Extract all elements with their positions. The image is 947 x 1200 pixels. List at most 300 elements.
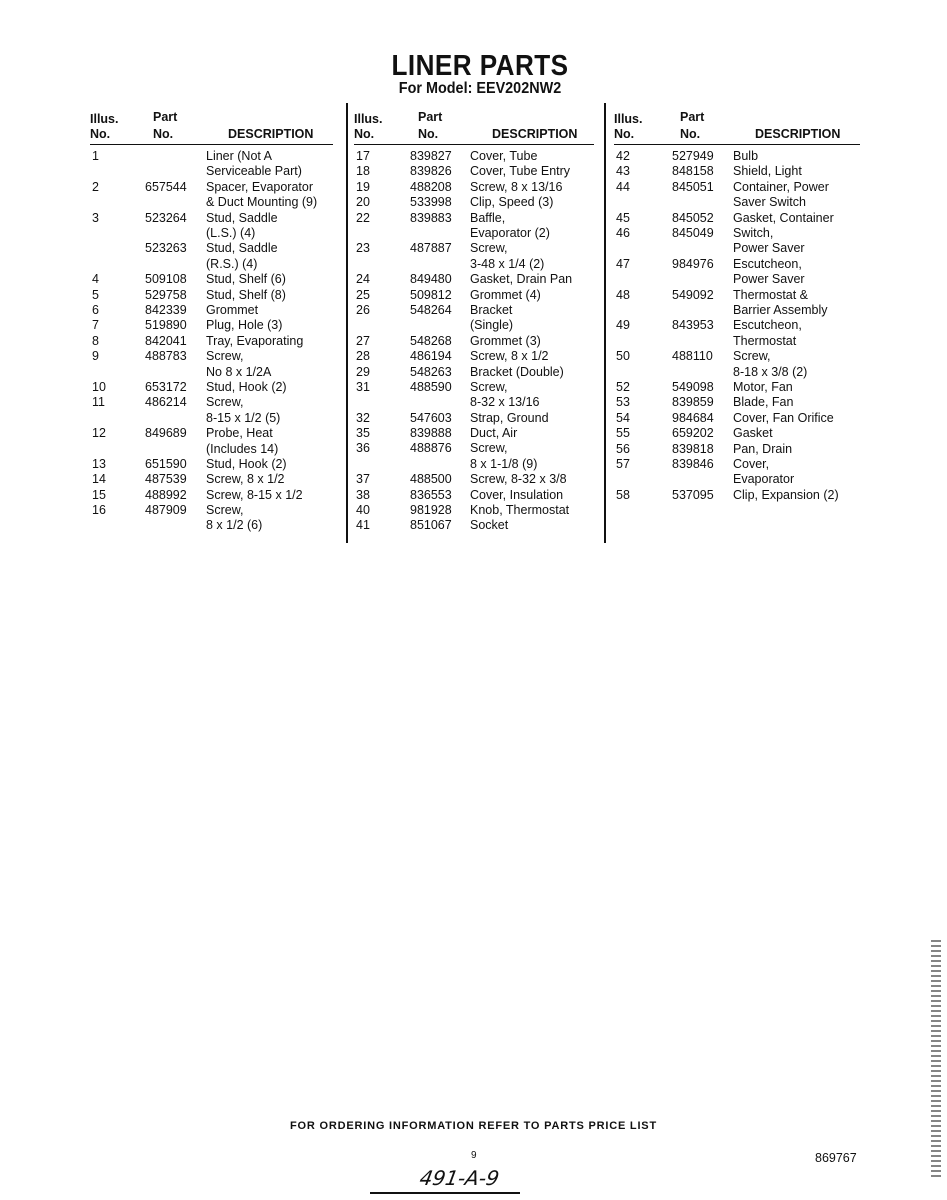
description-line: 8-15 x 1/2 (5) — [206, 410, 281, 425]
illus-number: 10 — [92, 379, 106, 394]
description-line: Screw, — [206, 395, 244, 410]
part-number: 488590 — [410, 379, 452, 394]
table-row — [354, 365, 594, 380]
description — [733, 426, 773, 441]
description-line: Spacer, Evaporator — [206, 179, 314, 194]
description-line: Cover, — [733, 456, 770, 471]
description-line: Container, Power — [733, 179, 829, 194]
table-row — [354, 441, 594, 472]
part-number: 488110 — [672, 349, 713, 364]
table-row — [90, 211, 333, 242]
description-line: Screw, 8-15 x 1/2 — [206, 487, 303, 502]
part-number: 529758 — [145, 287, 187, 302]
part-number: 549092 — [672, 287, 714, 302]
part-number: 488876 — [410, 441, 452, 456]
description — [206, 488, 303, 503]
illus-number: 41 — [356, 518, 370, 533]
description-line: Liner (Not A — [206, 149, 273, 163]
parts-column-1 — [90, 108, 333, 534]
description-line: Screw, 8 x 1/2 — [206, 472, 285, 487]
description-line: (L.S.) (4) — [206, 225, 256, 240]
description-line: Switch, — [733, 225, 774, 240]
handwritten-underline — [370, 1192, 520, 1194]
illus-number: 2 — [92, 179, 99, 194]
part-number: 839883 — [410, 210, 452, 225]
illus-number: 6 — [92, 302, 99, 317]
description — [470, 211, 550, 242]
part-number: 984684 — [672, 410, 714, 425]
description-header: DESCRIPTION — [492, 127, 578, 141]
table-row — [614, 149, 860, 164]
illus-number: 11 — [92, 395, 105, 410]
table-row — [90, 334, 333, 349]
table-row — [90, 395, 333, 426]
table-row — [354, 411, 594, 426]
description-line: Screw, — [470, 241, 508, 256]
illus-number: 40 — [356, 503, 370, 518]
part-number: 839826 — [410, 164, 452, 179]
description — [733, 318, 802, 349]
table-row — [90, 241, 333, 272]
description-line: Duct, Air — [470, 426, 518, 441]
description-line: Grommet (4) — [470, 287, 541, 302]
description — [206, 395, 280, 426]
table-row — [354, 241, 594, 272]
description — [733, 288, 827, 319]
description-line: Screw, — [733, 349, 771, 364]
table-row — [90, 288, 333, 303]
description-line: Tray, Evaporating — [206, 333, 304, 348]
description-line: & Duct Mounting (9) — [206, 195, 318, 210]
parts-column-2 — [354, 108, 594, 534]
part-number: 839888 — [410, 426, 452, 441]
description-header: DESCRIPTION — [228, 127, 314, 141]
part-number: 839846 — [672, 456, 714, 471]
parts-list — [354, 149, 594, 534]
illus-number: 58 — [616, 487, 630, 502]
table-row — [90, 180, 333, 211]
description-line: Power Saver — [733, 272, 805, 287]
table-row — [614, 426, 860, 441]
parts-list — [614, 149, 860, 503]
description — [733, 180, 829, 211]
part-number: 836553 — [410, 487, 452, 502]
illus-number: 20 — [356, 195, 370, 210]
part-number: 487539 — [145, 472, 187, 487]
illus-number: 43 — [616, 164, 630, 179]
part-number: 547603 — [410, 410, 452, 425]
illus-header-line1: Illus. — [90, 112, 119, 126]
illus-number: 17 — [356, 149, 370, 163]
description-line: (R.S.) (4) — [206, 256, 258, 271]
table-row — [90, 272, 333, 287]
illus-number: 24 — [356, 272, 370, 287]
description-line: Plug, Hole (3) — [206, 318, 283, 333]
description — [206, 241, 278, 272]
description-line: No 8 x 1/2A — [206, 364, 272, 379]
description-line: Evaporator (2) — [470, 225, 550, 240]
illus-number: 29 — [356, 364, 370, 379]
description-line: (Single) — [470, 318, 514, 333]
description-line: 3-48 x 1/4 (2) — [470, 256, 545, 271]
description-line: Serviceable Part) — [206, 164, 302, 179]
description-line: Strap, Ground — [470, 410, 549, 425]
part-number: 845049 — [672, 225, 714, 240]
handwritten-note: 491-A-9 — [417, 1166, 502, 1190]
document-number: 869767 — [815, 1151, 857, 1165]
table-row — [614, 318, 860, 349]
illus-number: 42 — [616, 149, 630, 163]
page-title: LINER PARTS — [391, 50, 569, 82]
part-number: 839859 — [672, 395, 714, 410]
table-row — [614, 380, 860, 395]
illus-number: 13 — [92, 456, 106, 471]
part-number: 519890 — [145, 318, 187, 333]
description-line: Screw, — [470, 379, 508, 394]
description-line: Power Saver — [733, 241, 805, 256]
illus-number: 35 — [356, 426, 370, 441]
table-row — [354, 426, 594, 441]
description-line: 8-18 x 3/8 (2) — [733, 364, 808, 379]
column-divider — [346, 103, 348, 543]
description-line: Cover, Tube — [470, 149, 538, 163]
description — [470, 349, 549, 364]
description — [470, 149, 537, 164]
table-row — [90, 303, 333, 318]
description — [470, 272, 572, 287]
table-row — [354, 195, 594, 210]
description-line: Escutcheon, — [733, 256, 802, 271]
illus-number: 48 — [616, 287, 630, 302]
table-row — [614, 349, 860, 380]
illus-number: 45 — [616, 210, 630, 225]
illus-number: 25 — [356, 287, 370, 302]
description — [470, 195, 553, 210]
illus-number: 52 — [616, 379, 630, 394]
description — [470, 303, 513, 334]
illus-number: 49 — [616, 318, 630, 333]
part-number: 981928 — [410, 503, 452, 518]
part-number: 486214 — [145, 395, 187, 410]
table-row — [614, 257, 860, 288]
description-line: Bulb — [733, 149, 759, 163]
description-line: Screw, — [206, 349, 244, 364]
illus-number: 55 — [616, 426, 630, 441]
part-number: 851067 — [410, 518, 452, 533]
part-number: 537095 — [672, 487, 714, 502]
illus-number: 50 — [616, 349, 630, 364]
description-line: Stud, Shelf (6) — [206, 272, 286, 287]
description-line: Gasket, Drain Pan — [470, 272, 573, 287]
illus-header-line2: No. — [354, 127, 375, 141]
part-header-line2: No. — [418, 127, 439, 141]
table-row — [614, 226, 860, 257]
description — [733, 411, 834, 426]
parts-list — [90, 149, 333, 534]
table-row — [354, 349, 594, 364]
description — [470, 380, 540, 411]
part-number: 487909 — [145, 503, 187, 518]
description — [470, 411, 549, 426]
illus-number: 3 — [92, 210, 99, 225]
table-row — [354, 149, 594, 164]
description-line: Cover, Insulation — [470, 487, 564, 502]
description-line: Screw, 8 x 13/16 — [470, 179, 563, 194]
part-number: 523264 — [145, 210, 187, 225]
description — [206, 180, 317, 211]
illus-number: 56 — [616, 441, 630, 456]
table-row — [90, 457, 333, 472]
description-line: Screw, — [470, 441, 508, 456]
illus-header-line2: No. — [90, 127, 111, 141]
column-header — [614, 108, 860, 145]
description-line: Baffle, — [470, 210, 506, 225]
part-number: 651590 — [145, 456, 187, 471]
table-row — [354, 380, 594, 411]
description-line: Screw, 8 x 1/2 — [470, 349, 549, 364]
description-line: Pan, Drain — [733, 441, 793, 456]
illus-number: 27 — [356, 333, 370, 348]
description — [206, 211, 278, 242]
table-row — [354, 518, 594, 533]
description — [206, 472, 285, 487]
description-line: Grommet (3) — [470, 333, 541, 348]
table-row — [90, 318, 333, 333]
part-number: 839818 — [672, 441, 714, 456]
description-line: 8-32 x 13/16 — [470, 395, 540, 410]
description — [470, 441, 537, 472]
description — [733, 457, 794, 488]
illus-number: 23 — [356, 241, 370, 256]
part-number: 487887 — [410, 241, 452, 256]
description-line: Stud, Saddle — [206, 241, 278, 256]
description — [470, 180, 562, 195]
description-line: Blade, Fan — [733, 395, 794, 410]
illus-number: 5 — [92, 287, 99, 302]
table-row — [614, 164, 860, 179]
illus-number: 19 — [356, 179, 370, 194]
table-row — [90, 149, 333, 180]
part-header-line1: Part — [680, 110, 705, 124]
description-line: (Includes 14) — [206, 441, 279, 456]
description-line: Cover, Tube Entry — [470, 164, 571, 179]
part-header-line1: Part — [418, 110, 443, 124]
description — [733, 211, 834, 226]
illus-number: 22 — [356, 210, 370, 225]
description-line: Evaporator — [733, 472, 795, 487]
description-line: Screw, — [206, 503, 244, 518]
description — [470, 426, 517, 441]
part-number: 488992 — [145, 487, 187, 502]
description-line: Clip, Expansion (2) — [733, 487, 839, 502]
description — [733, 380, 793, 395]
description — [206, 303, 258, 318]
description — [470, 518, 508, 533]
illus-number: 9 — [92, 349, 99, 364]
description-line: Knob, Thermostat — [470, 503, 570, 518]
table-row — [354, 164, 594, 179]
table-row — [90, 472, 333, 487]
part-number: 843953 — [672, 318, 714, 333]
column-header — [90, 108, 333, 145]
description-line: Gasket, Container — [733, 210, 834, 225]
description-line: 8 x 1/2 (6) — [206, 518, 263, 533]
description — [733, 164, 802, 179]
description — [733, 149, 758, 164]
description-line: Stud, Saddle — [206, 210, 278, 225]
part-number: 523263 — [145, 241, 187, 256]
description-line: Shield, Light — [733, 164, 802, 179]
table-row — [614, 457, 860, 488]
part-number: 839827 — [410, 149, 452, 163]
description-line: Cover, Fan Orifice — [733, 410, 834, 425]
model-subtitle: For Model: EEV202NW2 — [398, 80, 562, 97]
description — [733, 488, 839, 503]
illus-number: 37 — [356, 472, 370, 487]
part-number: 548263 — [410, 364, 452, 379]
table-row — [614, 288, 860, 319]
part-number: 842041 — [145, 333, 187, 348]
description-line: Saver Switch — [733, 195, 806, 210]
part-number: 845052 — [672, 210, 714, 225]
part-number: 848158 — [672, 164, 714, 179]
description-line: Escutcheon, — [733, 318, 802, 333]
illus-number: 54 — [616, 410, 630, 425]
table-row — [354, 272, 594, 287]
description-line: Clip, Speed (3) — [470, 195, 554, 210]
description — [733, 442, 792, 457]
part-header-line1: Part — [153, 110, 178, 124]
description — [206, 426, 278, 457]
part-number: 984976 — [672, 256, 714, 271]
table-row — [614, 211, 860, 226]
description-line: Stud, Shelf (8) — [206, 287, 286, 302]
description — [206, 334, 303, 349]
illus-header-line1: Illus. — [354, 112, 383, 126]
illus-number: 32 — [356, 410, 370, 425]
description — [206, 288, 286, 303]
part-number: 488783 — [145, 349, 187, 364]
part-number: 486194 — [410, 349, 452, 364]
table-row — [614, 180, 860, 211]
illus-header-line1: Illus. — [614, 112, 643, 126]
description — [206, 272, 286, 287]
description — [470, 164, 570, 179]
description-line: 8 x 1-1/8 (9) — [470, 456, 538, 471]
description — [206, 503, 262, 534]
illus-number: 18 — [356, 164, 370, 179]
illus-number: 44 — [616, 179, 630, 194]
part-number: 845051 — [672, 179, 714, 194]
description — [470, 241, 544, 272]
description — [470, 365, 564, 380]
illus-number: 7 — [92, 318, 99, 333]
description-line: Socket — [470, 518, 509, 533]
part-header-line2: No. — [680, 127, 701, 141]
part-number: 527949 — [672, 149, 714, 163]
description-header: DESCRIPTION — [755, 127, 841, 141]
table-row — [354, 288, 594, 303]
part-number: 548264 — [410, 302, 452, 317]
description — [206, 349, 271, 380]
table-row — [354, 211, 594, 242]
scan-edge-artifact — [931, 940, 941, 1180]
page-number: 9 — [471, 1150, 477, 1161]
illus-header-line2: No. — [614, 127, 635, 141]
part-number: 509812 — [410, 287, 452, 302]
table-row — [354, 472, 594, 487]
description-line: Gasket — [733, 426, 773, 441]
table-row — [354, 180, 594, 195]
part-number: 849689 — [145, 426, 187, 441]
description-line: Stud, Hook (2) — [206, 456, 287, 471]
illus-number: 4 — [92, 272, 99, 287]
illus-number: 46 — [616, 225, 630, 240]
illus-number: 38 — [356, 487, 370, 502]
illus-number: 15 — [92, 487, 106, 502]
description — [733, 226, 805, 257]
description-line: Probe, Heat — [206, 426, 273, 441]
part-number: 548268 — [410, 333, 452, 348]
table-row — [354, 334, 594, 349]
part-number: 653172 — [145, 379, 187, 394]
table-row — [90, 426, 333, 457]
description — [470, 503, 569, 518]
description-line: Thermostat & — [733, 287, 809, 302]
illus-number: 26 — [356, 302, 370, 317]
part-number: 533998 — [410, 195, 452, 210]
table-row — [614, 411, 860, 426]
part-number: 549098 — [672, 379, 714, 394]
part-number: 488500 — [410, 472, 452, 487]
part-number: 657544 — [145, 179, 187, 194]
part-number: 659202 — [672, 426, 714, 441]
description — [470, 472, 567, 487]
description — [733, 395, 793, 410]
illus-number: 16 — [92, 503, 106, 518]
description-line: Bracket — [470, 302, 513, 317]
illus-number: 8 — [92, 333, 99, 348]
illus-number: 14 — [92, 472, 106, 487]
description-line: Motor, Fan — [733, 379, 793, 394]
description — [206, 457, 287, 472]
illus-number: 53 — [616, 395, 630, 410]
description-line: Grommet — [206, 302, 259, 317]
ordering-note: FOR ORDERING INFORMATION REFER TO PARTS PRICE LIST — [290, 1120, 657, 1132]
part-number: 842339 — [145, 302, 187, 317]
description-line: Bracket (Double) — [470, 364, 564, 379]
description — [470, 288, 541, 303]
description — [733, 257, 805, 288]
table-row — [354, 488, 594, 503]
description — [470, 334, 541, 349]
illus-number: 1 — [92, 149, 99, 163]
illus-number: 36 — [356, 441, 370, 456]
description — [206, 318, 282, 333]
column-header — [354, 108, 594, 145]
description — [206, 149, 302, 180]
description — [206, 380, 287, 395]
description-line: Screw, 8-32 x 3/8 — [470, 472, 567, 487]
description — [733, 349, 807, 380]
description-line: Barrier Assembly — [733, 302, 828, 317]
description-line: Stud, Hook (2) — [206, 379, 287, 394]
table-row — [90, 349, 333, 380]
illus-number: 28 — [356, 349, 370, 364]
table-row — [90, 503, 333, 534]
table-row — [614, 488, 860, 503]
illus-number: 47 — [616, 256, 630, 271]
